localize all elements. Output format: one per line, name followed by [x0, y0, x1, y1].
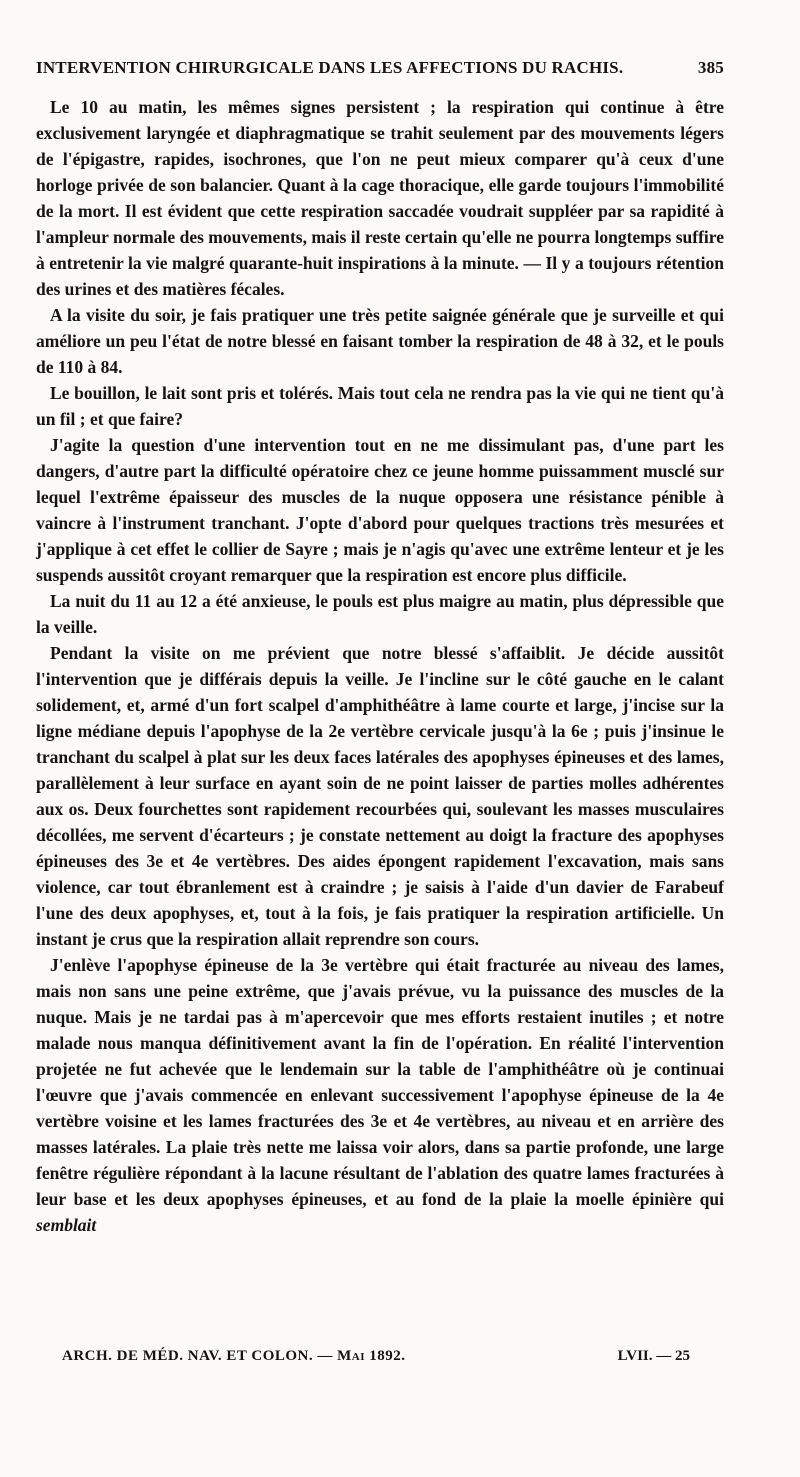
- page-footer: [62, 1348, 690, 1365]
- footer-signature: LVII. — 25: [617, 1348, 690, 1364]
- paragraph-3: Le bouillon, le lait sont pris et tolérés. Mais tout cela ne rendra pas la vie qui ne tient qu'à un fil ; et que faire?: [36, 383, 724, 429]
- running-title: INTERVENTION CHIRURGICALE DANS LES AFFECTIONS DU RACHIS.: [36, 58, 624, 77]
- paragraph-7-italic-word: semblait: [36, 1215, 97, 1235]
- footer-journal: ARCH. DE MÉD. NAV. ET COLON. — Mai 1892.: [62, 1348, 406, 1364]
- paragraph-4: J'agite la question d'une intervention tout en ne me dissimulant pas, d'une part les dangers, d'autre part la difficulté opératoire chez ce jeune homme puissamment musclé sur lequel l'extrême épaisseur des muscles de la nuque opposera une résistance pénible à vaincre à l'instrument tranchant. J'opte d'abord pour quelques tractions très mesurées et j'applique à cet effet le collier de Sayre ; mais je n'agis qu'avec une extrême lenteur et je les suspends aussitôt croyant remarquer que la respiration est encore plus difficile.: [36, 435, 724, 585]
- paragraph-1: Le 10 au matin, les mêmes signes persistent ; la respiration qui continue à être exclusivement laryngée et diaphragmatique se trahit seulement par des mouvements légers de l'épigastre, rapides, isochrones, que l'on ne peut mieux comparer qu'à ceux d'une horloge privée de son balancier. Quant à la cage thoracique, elle garde toujours l'immobilité de la mort. Il est évident que cette respiration saccadée voudrait suppléer par sa rapidité à l'ampleur normale des mouvements, mais il reste certain qu'elle ne pourra longtemps suffire à entretenir la vie malgré quarante-huit inspirations à la minute. — Il y a toujours rétention des urines et des matières fécales.: [36, 97, 724, 299]
- paragraph-5: La nuit du 11 au 12 a été anxieuse, le pouls est plus maigre au matin, plus dépressible que la veille.: [36, 591, 724, 637]
- paragraph-6: Pendant la visite on me prévient que notre blessé s'affaiblit. Je décide aussitôt l'intervention que je différais depuis la veille. Je l'incline sur le côté gauche en le calant solidement, et, armé d'un fort scalpel d'amphithéâtre à lame courte et large, j'incise sur la ligne médiane depuis l'apophyse de la 2e vertèbre cervicale jusqu'à la 6e ; puis j'insinue le tranchant du scalpel à plat sur les deux faces latérales des apophyses épineuses et des lames, parallèlement à leur surface en ayant soin de ne point laisser de parties molles adhérentes aux os. Deux fourchettes sont rapidement recourbées qui, soulevant les masses musculaires décollées, me servent d'écarteurs ; je constate nettement au doigt la fracture des apophyses épineuses des 3e et 4e vertèbres. Des aides épongent rapidement l'excavation, mais sans violence, car tout ébranlement est à craindre ; je saisis à l'aide d'un davier de Farabeuf l'une des deux apophyses, et, tout à la fois, je fais pratiquer la respiration artificielle. Un instant je crus que la respiration allait reprendre son cours.: [36, 643, 724, 949]
- running-header: [36, 58, 724, 78]
- paragraph-7: [36, 952, 724, 1238]
- body-text: [36, 94, 724, 1238]
- page-number: 385: [697, 58, 724, 77]
- paragraph-2: A la visite du soir, je fais pratiquer une très petite saignée générale que je surveille et qui améliore un peu l'état de notre blessé en faisant tomber la respiration de 48 à 32, et le pouls de 110 à 84.: [36, 305, 724, 377]
- paragraph-7-text: J'enlève l'apophyse épineuse de la 3e vertèbre qui était fracturée au niveau des lames, mais non sans une peine extrême, que j'avais prévue, vu la puissance des muscles de la nuque. Mais je ne tardai pas à m'apercevoir que mes efforts restaient inutiles ; et notre malade nous manqua définitivement avant la fin de l'opération. En réalité l'intervention projetée ne fut achevée que le lendemain sur la table de l'amphithéâtre où je continuai l'œuvre que j'avais commencée en enlevant successivement l'apophyse épineuse de la 4e vertèbre voisine et les lames fracturées des 3e et 4e vertèbres, au niveau et en arrière des masses latérales. La plaie très nette me laissa voir alors, dans sa partie profonde, une large fenêtre régulière répondant à la lacune résultant de l'ablation des quatre lames fracturées à leur base et les deux apophyses épineuses, et au fond de la plaie la moelle épinière qui: [36, 955, 724, 1209]
